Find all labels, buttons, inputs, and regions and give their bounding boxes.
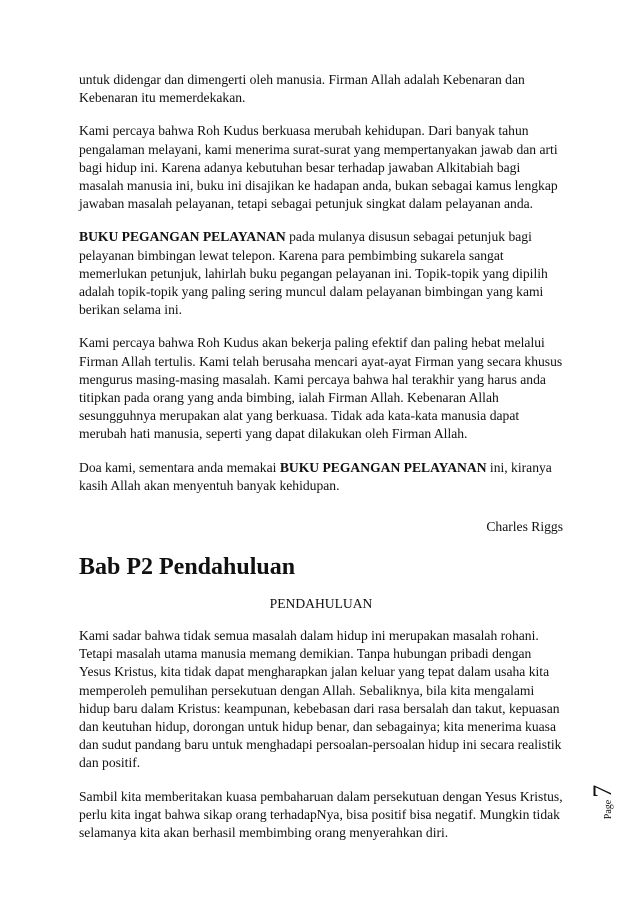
- paragraph-text: Kami percaya bahwa Roh Kudus berkuasa merubah kehidupan. Dari banyak tahun pengalaman melayani, kami menerima surat-surat yang mempertanyakan jawab dan arti bagi hidup ini. Karena adanya kebutuhan besar terhadap jawaban Alkitabiah bagi masalah manusia ini, buku ini disajikan ke hadapan anda, bukan sebagai kamus lengkap jawaban masalah pelayanan, tetapi sebagai petunjuk singkat dalam pelayanan anda.: [79, 123, 558, 212]
- paragraph-text: untuk didengar dan dimengerti oleh manusia. Firman Allah adalah Kebenaran dan Kebenaran itu memerdekakan.: [79, 72, 525, 106]
- paragraph-book-origin: [79, 228, 563, 319]
- section-title: PENDAHULUAN: [269, 596, 373, 611]
- paragraph-spiritual-problems: [79, 627, 563, 773]
- paragraph-text: Kami sadar bahwa tidak semua masalah dalam hidup ini merupakan masalah rohani. Tetapi masalah utama manusia memang demikian. Tanpa hubungan pribadi dengan Yesus Kristus, kita tidak dapat mengharapkan jalan keluar yang tepat dalam usaha kita memperoleh pemulihan persekutuan dengan Allah. Sebaliknya, bila kita mengalami hidup baru dalam Kristus: keampunan, kebebasan dari rasa bersalah dan takut, kepuasan dan keutuhan hidup, dorongan untuk hidup benar, dan sebagainya; kita menerima kuasa dan sudut pandang baru untuk menghadapi persoalan-persoalan hidup ini secara realistik dan positif.: [79, 628, 562, 771]
- paragraph-text: Doa kami, sementara anda memakai: [79, 459, 280, 475]
- chapter-heading: Bab P2 Pendahuluan: [79, 554, 296, 580]
- paragraph-proclaiming-christ: [79, 788, 563, 843]
- page-body: [79, 71, 563, 841]
- page-label: Page: [603, 799, 614, 820]
- book-title-bold: BUKU PEGANGAN PELAYANAN: [79, 229, 286, 245]
- page-number: [590, 772, 616, 832]
- paragraph-word-of-god: [79, 334, 563, 443]
- book-title-bold: BUKU PEGANGAN PELAYANAN: [279, 459, 487, 475]
- paragraph-text: Kami percaya bahwa Roh Kudus akan bekerja paling efektif dan paling hebat melalui Firman Allah tertulis. Kami telah berusaha mencari ayat-ayat Firman yang secara khusus mengurus masing-masing masalah. Kami percaya bahwa hal terakhir yang harus anda titipkan pada orang yang anda bimbing, ialah Firman Allah. Kebenaran Allah sesungguhnya merupakan alat yang berkuasa. Tidak ada kata-kata manusia dapat merubah hati manusia, seperti yang dapat dilakukan oleh Firman Allah.: [79, 335, 563, 442]
- introduction-section: [79, 627, 563, 857]
- paragraph-prayer: [79, 459, 563, 495]
- page-number-value: 7: [588, 784, 617, 798]
- paragraph-holy-spirit: [79, 122, 563, 213]
- paragraph-text: pada mulanya disusun sebagai petunjuk bagi pelayanan bimbingan lewat telepon. Karena para pembimbing sukarela sangat memerlukan petunjuk, lahirlah buku pegangan pelayanan ini. Topik-topik yang dipilih adalah topik-topik yang paling sering muncul dalam pelayanan bimbingan yang kami berikan selama ini.: [79, 229, 548, 318]
- paragraph-intro-continuation: [79, 71, 563, 107]
- paragraph-text: ini, kiranya kasih Allah akan menyentuh banyak kehidupan.: [79, 459, 552, 493]
- author-signature: Charles Riggs: [486, 519, 563, 534]
- paragraph-text: Sambil kita memberitakan kuasa pembaharuan dalam persekutuan dengan Yesus Kristus, perlu kita ingat bahwa sikap orang terhadapNya, bisa positif bisa negatif. Mungkin tidak selamanya kita akan berhasil membimbing orang menyerahkan diri.: [79, 788, 563, 841]
